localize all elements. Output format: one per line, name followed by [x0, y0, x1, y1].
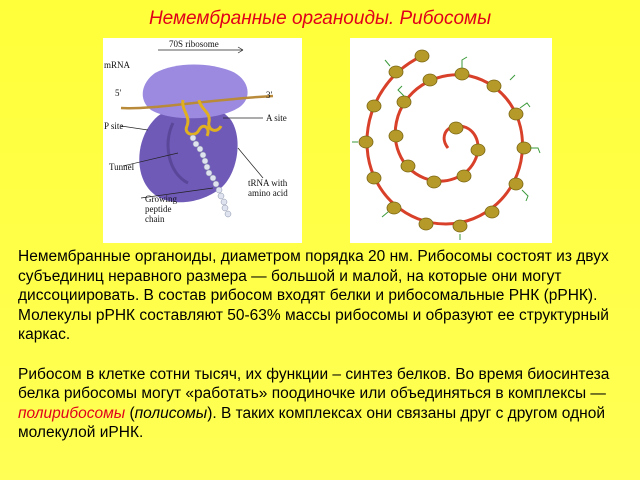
paragraph-2-part-3: ). В таких комплексах они связаны друг с другом одной молекулой иРНК. [18, 404, 605, 442]
label-five-prime: 5′ [115, 88, 122, 98]
label-p-site: P site [104, 121, 124, 131]
polysome-diagram [350, 38, 552, 243]
label-trna: tRNA with amino acid [248, 178, 288, 198]
ribosome-diagram [103, 38, 302, 243]
label-tunnel: Tunnel [109, 162, 135, 172]
small-subunit-shape [143, 64, 248, 118]
label-three-prime: 3′ [266, 90, 273, 100]
paragraph-2 [18, 365, 626, 443]
polysome-peptides [352, 57, 540, 240]
label-a-site: A site [266, 113, 287, 123]
label-peptide: Growing peptide chain [145, 194, 177, 224]
polyribosomes-term: полирибосомы [18, 404, 126, 422]
body-text [18, 247, 626, 443]
paragraph-2-part-1: Рибосом в клетке сотни тысяч, их функции – синтез белков. Во время биосинтеза белка рибосомы могут «работать» поодиночке или объединяться в комплексы — [18, 365, 610, 403]
polysome-illustration [350, 38, 552, 243]
label-mrna: mRNA [104, 60, 131, 70]
paragraph-1: Немембранные органоиды, диаметром порядка 20 нм. Рибосомы состоят из двух субъединиц неравного размера — большой и малой, на которые они могут диссоциировать. В состав рибосом входят белки и рибосомальные РНК (рРНК). Молекулы рРНК составляют 50-63% массы рибосомы и образуют ее структурный каркас. [18, 248, 609, 344]
paragraph-2-part-2: ( [125, 404, 135, 422]
label-ribosome: 70S ribosome [169, 39, 219, 49]
polysomes-term: полисомы [134, 404, 208, 422]
slide-title: Немембранные органоиды. Рибосомы [148, 8, 492, 29]
ribosome-illustration [103, 38, 302, 243]
